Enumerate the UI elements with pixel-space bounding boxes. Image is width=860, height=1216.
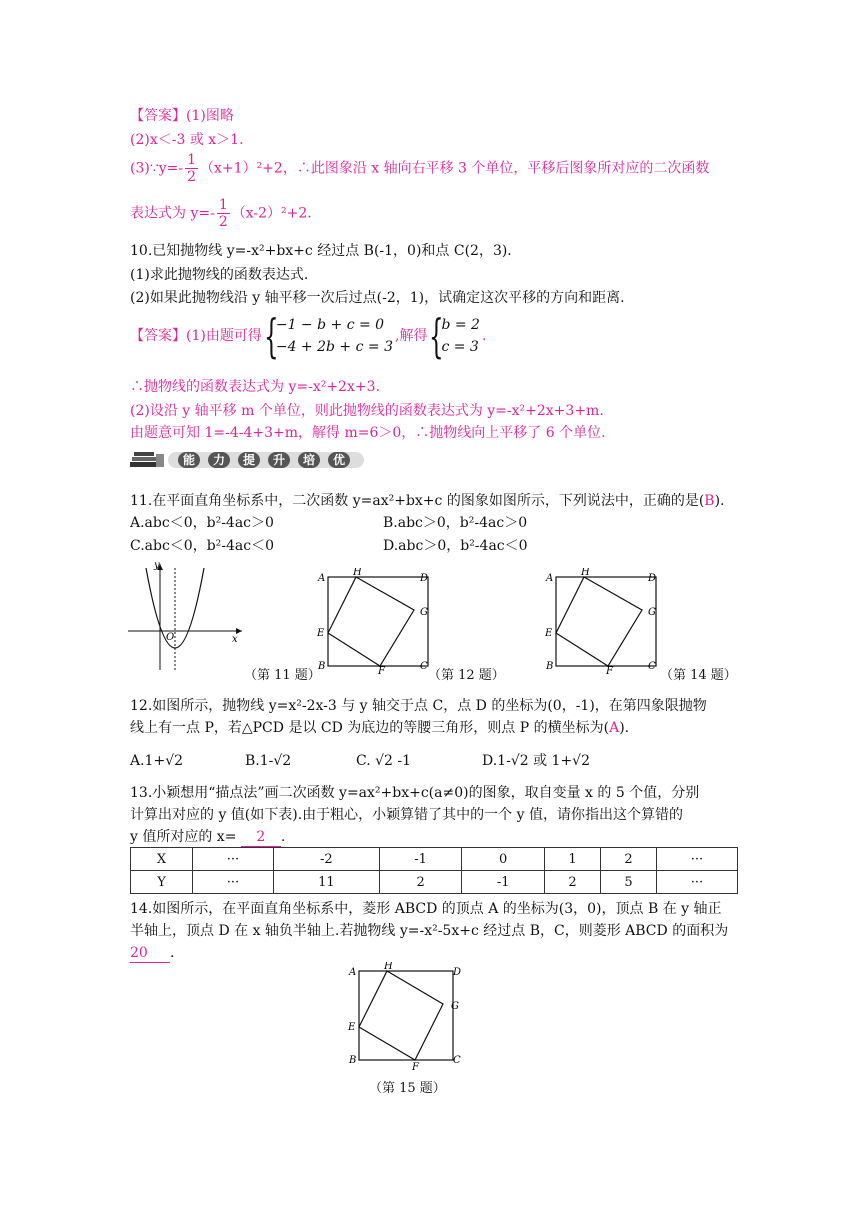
answer-label: 【答案】 — [130, 108, 186, 124]
origin-label: O — [166, 632, 175, 643]
books-icon — [128, 449, 168, 471]
q12-answer: A — [609, 720, 620, 736]
q12-opt-c: C. √2 -1 — [356, 753, 412, 769]
q10-sub2: (2)如果此抛物线沿 y 轴平移一次后过点(-2，1)，试确定这次平移的方向和距离. — [130, 290, 625, 306]
svg-text:D: D — [420, 573, 429, 584]
banner-char: 培 — [298, 452, 320, 468]
q13-line1: 13.小颖想用“描点法”画二次函数 y=ax²+bx+c(a≠0)的图象，取自变量 x 的 5 个值，分别 — [130, 785, 700, 801]
q10-stem: 10.已知抛物线 y=-x²+bx+c 经过点 B(-1，0)和点 C(2，3). — [130, 243, 512, 259]
equation-system: { −1 − b + c = 0 −4 + 2b + c = 3 — [263, 309, 393, 363]
svg-text:F: F — [378, 666, 385, 674]
solution-system: { b = 2 c = 3 — [429, 309, 480, 363]
svg-text:A: A — [546, 573, 554, 584]
axis-x-label: x — [232, 634, 238, 645]
section-banner — [128, 449, 368, 471]
svg-text:H: H — [353, 568, 362, 578]
svg-text:H: H — [384, 962, 393, 972]
q13-value-table — [130, 847, 738, 894]
q12-opt-d: D.1-√2 或 1+√2 — [482, 753, 591, 769]
q11-opt-b: B.abc＞0，b²-4ac＞0 — [383, 515, 528, 531]
q11-answer: B — [704, 493, 715, 509]
figure-12-square — [314, 568, 438, 674]
caption-14: （第 14 题） — [660, 668, 737, 683]
q14-line2: 半轴上，顶点 D 在 x 轴负半轴上.若抛物线 y=-x²-5x+c 经过点 B，C，则菱形 ABCD 的面积为 — [130, 923, 729, 939]
q13-answer-blank: 2 — [241, 828, 281, 847]
table-row-y: Y ··· 11 2 -1 2 5 ··· — [131, 871, 738, 894]
q14-line1: 14.如图所示，在平面直角坐标系中，菱形 ABCD 的顶点 A 的坐标为(3，0)，顶点 B 在 y 轴正 — [130, 901, 722, 917]
banner-char: 力 — [208, 452, 230, 468]
svg-text:G: G — [420, 607, 428, 618]
svg-text:B: B — [349, 1055, 357, 1066]
answer9-line4: 表达式为 y=- $\frac{1}{2}$ （x-2）²+2. — [130, 197, 312, 230]
svg-text:F: F — [412, 1062, 419, 1070]
svg-text:H: H — [581, 568, 590, 578]
axis-y-label: y — [154, 560, 160, 571]
q11-opt-a: A.abc＜0，b²-4ac＞0 — [130, 515, 274, 531]
svg-text:C: C — [648, 661, 656, 672]
svg-text:E: E — [545, 628, 553, 639]
q12-opt-a: A.1+√2 — [130, 753, 184, 769]
table-row-x: X ··· -2 -1 0 1 2 ··· — [131, 848, 738, 871]
caption-15: （第 15 题） — [369, 1081, 446, 1096]
svg-text:A: A — [318, 573, 326, 584]
figure-14-square — [542, 568, 666, 674]
q13-line2: 计算出对应的 y 值(如下表).由于粗心，小颖算错了其中的一个 y 值，请你指出这个算错的 — [130, 807, 683, 823]
q14-line3: 20 . — [130, 945, 175, 961]
q12-line1: 12.如图所示，抛物线 y=x²-2x-3 与 y 轴交于点 C，点 D 的坐标为(0，-1)，在第四象限抛物 — [130, 698, 707, 714]
figure-15-square — [341, 962, 465, 1070]
q10-answer-line3: (2)设沿 y 轴平移 m 个单位，则此抛物线的函数表达式为 y=-x²+2x+3+m. — [130, 403, 604, 419]
fraction-half: $\frac{1}{2}$ — [218, 197, 228, 230]
q13-line3: y 值所对应的 x= 2 . — [130, 829, 286, 845]
svg-text:E: E — [317, 628, 325, 639]
banner-char: 能 — [178, 452, 200, 468]
banner-char: 升 — [268, 452, 290, 468]
q12-opt-b: B.1-√2 — [245, 753, 292, 769]
answer9-line3: (3)∵y=- $\frac{1}{2}$ （x+1）²+2，∴此图象沿 x 轴向右平移 3 个单位，平移后图象所对应的二次函数 — [130, 152, 710, 185]
q11-opt-d: D.abc＞0，b²-4ac＜0 — [383, 538, 528, 554]
answer9-line2: (2)x＜-3 或 x＞1. — [130, 132, 244, 148]
q11-stem: 11.在平面直角坐标系中，二次函数 y=ax²+bx+c 的图象如图所示，下列说法中，正确的是(B). — [130, 493, 725, 509]
svg-text:F: F — [606, 666, 613, 674]
answer9-line1: 【答案】(1)图略 — [130, 108, 234, 124]
q10-answer-line4: 由题意可知 1=-4-4+3+m，解得 m=6＞0，∴抛物线向上平移了 6 个单位. — [130, 425, 606, 441]
banner-char: 提 — [238, 452, 260, 468]
caption-11: （第 11 题） — [244, 668, 321, 683]
q11-opt-c: C.abc＜0，b²-4ac＜0 — [130, 538, 275, 554]
q10-answer: 【答案】(1)由题可得 { −1 − b + c = 0 −4 + 2b + c = 3 ,解得 { b = 2 c = 3 . — [130, 309, 487, 363]
figure-11-parabola — [124, 558, 250, 676]
fraction-half: $\frac{1}{2}$ — [187, 152, 197, 185]
svg-text:B: B — [318, 661, 326, 672]
svg-text:C: C — [453, 1055, 461, 1066]
svg-text:B: B — [546, 661, 554, 672]
banner-char: 优 — [328, 452, 350, 468]
caption-12: （第 12 题） — [428, 668, 505, 683]
svg-text:D: D — [453, 967, 462, 978]
q10-sub1: (1)求此抛物线的函数表达式. — [130, 267, 309, 283]
q14-answer-blank: 20 — [130, 944, 170, 963]
svg-text:E: E — [348, 1022, 356, 1033]
svg-text:D: D — [648, 573, 657, 584]
svg-text:G: G — [648, 607, 656, 618]
svg-text:G: G — [451, 1001, 459, 1012]
q10-answer-line2: ∴抛物线的函数表达式为 y=-x²+2x+3. — [130, 379, 380, 395]
svg-text:A: A — [349, 967, 357, 978]
q12-line2: 线上有一点 P，若△PCD 是以 CD 为底边的等腰三角形，则点 P 的横坐标为(A). — [130, 720, 630, 736]
svg-text:C: C — [420, 661, 428, 672]
